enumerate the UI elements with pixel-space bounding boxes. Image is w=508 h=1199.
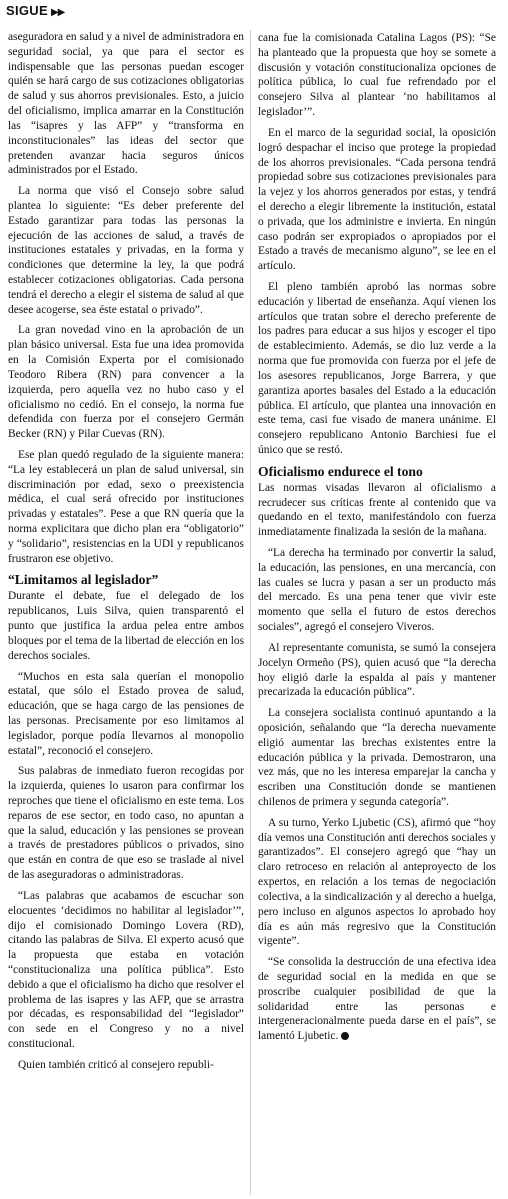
section-heading: “Limitamos al legislador” (8, 572, 159, 588)
paragraph: “La derecha ha terminado por convertir la salud, la educación, las pensiones, en una mercancía, con las cuales se lucra y pasan a ser un producto más del mercado. Es una pena tener que vivir este momento que sella el futuro de estos derechos sociales”, agregó el consejero Viveros. (258, 547, 496, 634)
continued-kicker (6, 3, 64, 18)
paragraph: Sus palabras de inmediato fueron recogidas por la izquierda, quienes lo usaron para confirmar los reproches que tiene el oficialismo en este tema. Los reparos de ese sector, en todo caso, no apuntan a que la salud, educación y las pensiones se provean a través de prestadores públicos o privados, sino que están en contra de que eso se traslade al nivel de las aseguradoras o administradoras. (8, 765, 244, 882)
left-column (8, 30, 244, 1079)
paragraph: A su turno, Yerko Ljubetic (CS), afirmó que “hoy día vemos una Constitución anti derechos sociales y garantizados”. El consejero agregó que “hay un claro retroceso en relación al anteproyecto de los expertos, en relación a los temas de negociación colectiva, a la sindicalización y al derecho a huelga, pero incluso en algunos aspectos lo aprobado hoy día es aún más regresivo que la Constitución vigente”. (258, 816, 496, 948)
paragraph: “Las palabras que acabamos de escuchar son elocuentes ‘decidimos no habilitar al legislador’”, dijo el comisionado Domingo Lovera (RD), citando las palabras de Silva. El experto acusó que la propuesta que estaba en votación “constitucionaliza una política pública”. Esto debido a que el oficialismo ha dicho que resolver el problema de las isapres y las AFP, que se arrastra por décadas, es responsabilidad del “legislador” con sede en el Congreso y no a nivel constitucional. (8, 889, 244, 1050)
paragraph: Quien también criticó al consejero republi- (18, 1058, 214, 1071)
paragraph: cana fue la comisionada Catalina Lagos (PS): “Se ha planteado que la propuesta que hoy se somete a discusión y votación constitucionaliza opciones de política pública, lo cual fue refrendado por el consejero Silva al plantear ‘no habilitamos al legislador’”. (258, 32, 496, 119)
paragraph: La consejera socialista continuó apuntando a la oposición, señalando que “la derecha nuevamente eligió aumentar las brechas existentes entre la educación pública y la privada. Demostraron, una vez más, que no les interesa emparejar la cancha y escriben una Constitución donde se mantienen chilenos de primera y segunda categoría”. (258, 707, 496, 808)
paragraph: La gran novedad vino en la aprobación de un plan básico universal. Esta fue una idea promovida en la Comisión Experta por el comisionado Teodoro Ribera (RN) para convencer a la izquierda, pero aquella vez no hubo caso y el oficialismo no cedió. En el consejo, la norma fue defendida con fuerza por el consejero Germán Becker (RN) y Pilar Cuevas (RN). (8, 324, 244, 441)
double-arrow-icon: ▶▶ (50, 7, 65, 18)
paragraph: En el marco de la seguridad social, la oposición logró despachar el inciso que protege la propiedad de los ahorros previsionales. “Cada persona tendrá propiedad sobre sus cotizaciones previsionales para la vejez y los ahorros generados por estas, y tendrá el derecho a elegir libremente la institución, estatal o privada, que los administre e invierta. En ningún caso podrán ser expropiados o apropiados por el Estado a través de mecanismo alguno”, se lee en el artículo. (258, 126, 496, 273)
column-divider (250, 30, 251, 1195)
paragraph: La norma que visó el Consejo sobre salud plantea lo siguiente: “Es deber preferente del Estado garantizar para todas las personas la ejecución de las acciones de salud, a través de instituciones estatales y privadas, en la forma y condiciones que determine la ley, la que podrá establecer cotizaciones obligatorias. Cada persona tendrá el derecho a elegir el sistema de salud al que desee acogerse, sea éste estatal o privado”. (8, 185, 244, 316)
closing-paragraph (258, 955, 496, 1044)
paragraph: El pleno también aprobó las normas sobre educación y libertad de enseñanza. Aquí vienen los artículos que tratan sobre el derecho preferente de los padres para educar a sus hijos y escoger el tipo de establecimiento. Además, se dio luz verde a la norma que fue promovida con fuerza por el jefe de los asesores republicanos, Jorge Barrera, y que garantiza aportes basales del Estado a la educación pública. El artículo, que plantea una innovación en este tema, casi fue visado de manera unánime. El consejero republicano Antonio Barchiesi fue el único que se restó. (258, 281, 496, 456)
paragraph: Al representante comunista, se sumó la consejera Jocelyn Ormeño (PS), quien acusó que “la derecha hoy eligió darle la espalda al país y mantener precarizada la educación pública”. (258, 641, 496, 699)
kicker-label: SIGUE (6, 3, 48, 18)
right-column (258, 31, 496, 1050)
paragraph: Durante el debate, fue el delegado de los republicanos, Luis Silva, quien transparentó el punto que justifica la ardua pelea entre ambos bloques por el tema de la libertad de elección en los derechos sociales. (8, 590, 244, 662)
paragraph: “Muchos en esta sala querían el monopolio estatal, que sólo el Estado provea de salud, educación, que se haga cargo de las pensiones de las personas. Precisamente por eso limitamos al legislador, porque podía llevarnos al monopolio estatal”, reconoció el consejero. (8, 670, 244, 757)
paragraph: aseguradora en salud y a nivel de administradora en seguridad social, ya que para el sector es indispensable que las personas puedan escoger quién se hará cargo de sus cotizaciones obligatorias de salud y sus ahorros previsionales. Esto, a juicio del oficialismo, implica amarrar en la Constitución las “isapres y las AFP” y “transforma en inconstitucionales” las ideas del sector que pretenden avanzar hacia seguros únicos administrados por el Estado. (8, 31, 244, 177)
section-heading: Oficialismo endurece el tono (258, 463, 423, 479)
closing-text: “Se consolida la destrucción de una efectiva idea de seguridad social en la medida en que se proscribe cualquier posibilidad de que la solidaridad entre las personas e intergeneracionalmente pueda darse en el país”, se lamentó Ljubetic. (258, 956, 496, 1043)
end-of-article-icon (341, 1032, 349, 1040)
paragraph: Ese plan quedó regulado de la siguiente manera: “La ley establecerá un plan de salud universal, sin discriminación por edad, sexo o preexistencia médica, el cual será ofrecido por instituciones privadas y estatales”. Pese a que RN quería que la norma explicitara que dicho plan era “obligatorio” y “solidario”, resistencias en la UDI y republicanos frustraron ese objetivo. (8, 448, 244, 565)
paragraph: Las normas visadas llevaron al oficialismo a recrudecer sus críticas frente al contenido que va quedando en el texto, manifestándolo con fuerza inmediatamente finalizada la sesión de la mañana. (258, 481, 496, 539)
